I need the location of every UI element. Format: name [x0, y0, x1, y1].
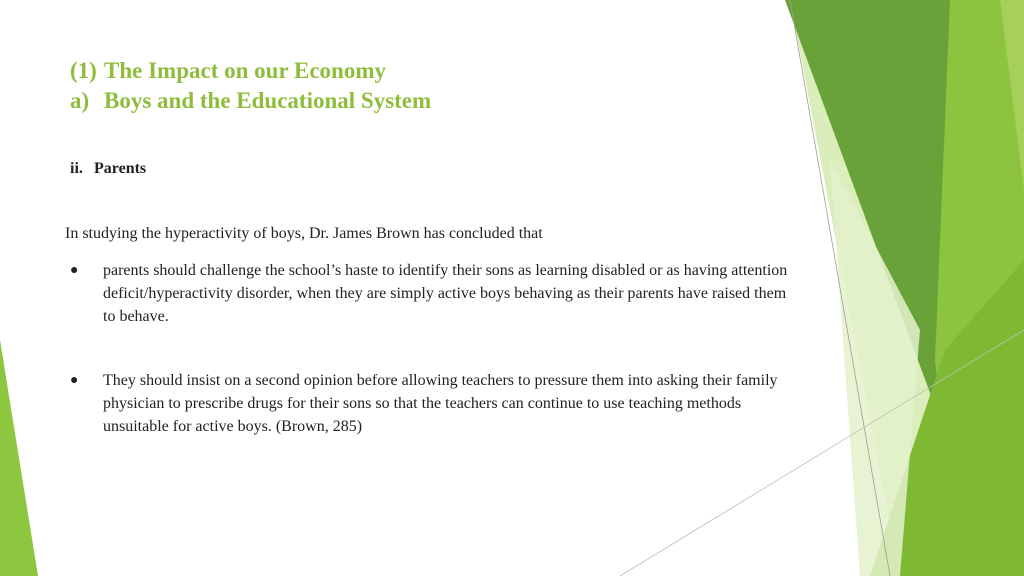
bullet-item	[70, 259, 790, 328]
intro-text: In studying the hyperactivity of boys, Dr. James Brown has concluded that	[65, 225, 543, 242]
title-line-1-text: The Impact on our Economy	[104, 58, 386, 83]
bullet-text: They should insist on a second opinion before allowing teachers to pressure them into asking their family physician to prescribe drugs for their sons so that the teachers can continue to use teaching methods unsuitable for active boys. (Brown, 285)	[103, 372, 778, 435]
bullet-icon: ●	[70, 263, 79, 278]
bullet-item	[70, 369, 790, 438]
title-line-2	[70, 86, 431, 116]
title-line-1-number: (1)	[70, 58, 97, 83]
deco-shape-left	[0, 340, 38, 576]
title-line-2-letter: a)	[70, 88, 90, 113]
subheading-text: Parents	[94, 160, 147, 177]
slide-title	[70, 56, 431, 116]
bullet-icon: ●	[70, 373, 79, 388]
subheading-number: ii.	[70, 160, 83, 177]
subheading	[70, 160, 146, 178]
title-line-2-text: Boys and the Educational System	[104, 88, 432, 113]
bullet-text: parents should challenge the school’s haste to identify their sons as learning disabled or as having attention deficit/hyperactivity disorder, when they are simply active boys behaving as their parents have raised them to behave.	[103, 262, 788, 325]
title-line-1	[70, 56, 431, 86]
